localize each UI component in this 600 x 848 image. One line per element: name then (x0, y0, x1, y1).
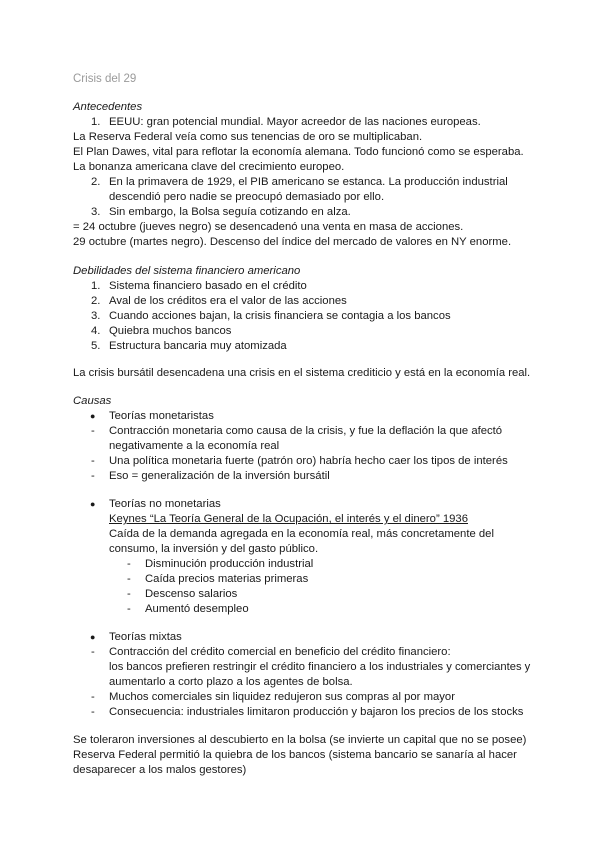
list-item: Estructura bancaria muy atomizada (109, 340, 287, 352)
list-marker: 1. (91, 280, 101, 292)
list-marker: 5. (91, 340, 101, 352)
dash-marker: - (127, 558, 131, 570)
section-heading-antecedentes: Antecedentes (73, 101, 143, 113)
list-item: Una política monetaria fuerte (patrón oro) habría hecho caer los tipos de interés (109, 455, 508, 467)
dash-marker: - (91, 455, 95, 467)
list-item: Cuando acciones bajan, la crisis financiera se contagia a los bancos (109, 310, 451, 322)
bullet-icon: ● (90, 411, 96, 421)
paragraph: Se toleraron inversiones al descubierto en la bolsa (se invierte un capital que no se posee) (73, 734, 527, 746)
paragraph: desaparecer a los malos gestores) (73, 764, 247, 776)
sub-list-item: Disminución producción industrial (145, 558, 314, 570)
list-item-continuation: descendió pero nadie se preocupó demasiado por ello. (109, 191, 385, 203)
dash-marker: - (91, 425, 95, 437)
list-marker: 2. (91, 295, 101, 307)
list-item: Consecuencia: industriales limitaron producción y bajaron los precios de los stocks (109, 706, 524, 718)
document-title: Crisis del 29 (73, 73, 137, 85)
sub-list-item: Descenso salarios (145, 588, 238, 600)
dash-marker: - (127, 603, 131, 615)
list-item-continuation: los bancos prefieren restringir el crédito financiero a los industriales y comerciantes y (109, 661, 531, 673)
list-item: Sistema financiero basado en el crédito (109, 280, 307, 292)
list-item: Contracción monetaria como causa de la crisis, y fue la deflación la que afectó (109, 425, 503, 437)
paragraph: Caída de la demanda agregada en la economía real, más concretamente del (109, 528, 494, 540)
list-marker: 4. (91, 325, 101, 337)
list-marker: 2. (91, 176, 101, 188)
list-item: Contracción del crédito comercial en beneficio del crédito financiero: (109, 646, 451, 658)
list-item: En la primavera de 1929, el PIB americano se estanca. La producción industrial (109, 176, 508, 188)
theory-title: Teorías monetaristas (109, 410, 214, 422)
list-marker: 3. (91, 206, 101, 218)
list-item: Sin embargo, la Bolsa seguía cotizando en alza. (109, 206, 351, 218)
list-item: Aval de los créditos era el valor de las acciones (109, 295, 347, 307)
section-heading-causas: Causas (73, 395, 112, 407)
dash-marker: - (91, 691, 95, 703)
list-marker: 3. (91, 310, 101, 322)
dash-marker: - (91, 646, 95, 658)
paragraph: La crisis bursátil desencadena una crisis en el sistema crediticio y está en la economía real. (73, 367, 531, 379)
list-item: EEUU: gran potencial mundial. Mayor acreedor de las naciones europeas. (109, 116, 481, 128)
theory-title: Teorías no monetarias (109, 498, 221, 510)
bullet-icon: ● (90, 499, 96, 509)
sub-list-item: Caída precios materias primeras (145, 573, 309, 585)
list-marker: 1. (91, 116, 101, 128)
theory-title: Teorías mixtas (109, 631, 182, 643)
dash-marker: - (91, 470, 95, 482)
book-reference: Keynes “La Teoría General de la Ocupación, el interés y el dinero” 1936 (109, 513, 468, 525)
section-heading-debilidades: Debilidades del sistema financiero americano (73, 265, 301, 277)
paragraph: consumo, la inversión y del gasto público. (109, 543, 319, 555)
dash-marker: - (127, 588, 131, 600)
paragraph: La Reserva Federal veía como sus tenencias de oro se multiplicaban. (73, 131, 423, 143)
list-item-continuation: negativamente a la economía real (109, 440, 280, 452)
list-item: Eso = generalización de la inversión bursátil (109, 470, 330, 482)
bullet-icon: ● (90, 632, 96, 642)
dash-marker: - (91, 706, 95, 718)
paragraph: = 24 octubre (jueves negro) se desencadenó una venta en masa de acciones. (73, 221, 464, 233)
paragraph: El Plan Dawes, vital para reflotar la economía alemana. Todo funcionó como se esperaba. (73, 146, 524, 158)
paragraph: Reserva Federal permitió la quiebra de los bancos (sistema bancario se sanaría al hacer (73, 749, 517, 761)
list-item-continuation: aumentarlo a corto plazo a los agentes de bolsa. (109, 676, 353, 688)
list-item: Muchos comerciales sin liquidez redujeron sus compras al por mayor (109, 691, 455, 703)
paragraph: 29 octubre (martes negro). Descenso del índice del mercado de valores en NY enorme. (73, 236, 512, 248)
sub-list-item: Aumentó desempleo (145, 603, 249, 615)
paragraph: La bonanza americana clave del crecimiento europeo. (73, 161, 345, 173)
list-item: Quiebra muchos bancos (109, 325, 232, 337)
dash-marker: - (127, 573, 131, 585)
